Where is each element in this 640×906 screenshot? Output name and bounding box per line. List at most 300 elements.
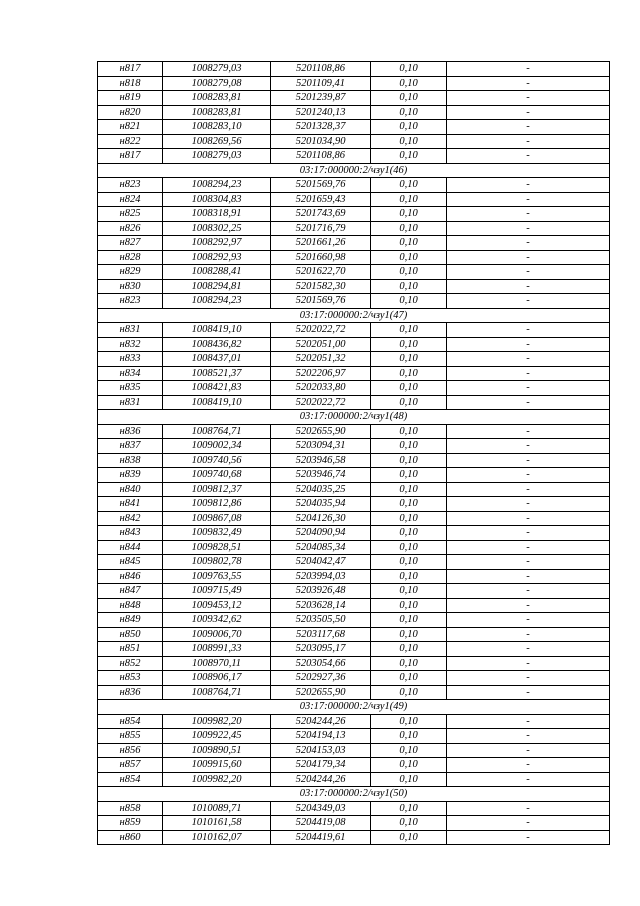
y-coordinate-cell: 5204419,61 [271, 830, 371, 845]
description-cell: - [447, 323, 610, 338]
x-coordinate-cell: 1009812,37 [163, 482, 271, 497]
point-name-cell: н840 [98, 482, 163, 497]
point-name-cell: н839 [98, 468, 163, 483]
precision-cell: 0,10 [371, 76, 447, 91]
group-header-row [98, 410, 610, 425]
table-row [98, 613, 610, 628]
point-name-cell: н855 [98, 729, 163, 744]
description-cell: - [447, 366, 610, 381]
table-row [98, 352, 610, 367]
x-coordinate-cell: 1009453,12 [163, 598, 271, 613]
y-coordinate-cell: 5201743,69 [271, 207, 371, 222]
precision-cell: 0,10 [371, 816, 447, 831]
x-coordinate-cell: 1008283,10 [163, 120, 271, 135]
table-row [98, 265, 610, 280]
precision-cell: 0,10 [371, 743, 447, 758]
point-name-cell: н828 [98, 250, 163, 265]
point-name-cell: н821 [98, 120, 163, 135]
precision-cell: 0,10 [371, 91, 447, 106]
point-name-cell: н823 [98, 178, 163, 193]
precision-cell: 0,10 [371, 627, 447, 642]
point-name-cell: н820 [98, 105, 163, 120]
point-name-cell: н836 [98, 424, 163, 439]
point-name-cell: н835 [98, 381, 163, 396]
description-cell: - [447, 598, 610, 613]
group-header-row [98, 308, 610, 323]
y-coordinate-cell: 5201108,86 [271, 149, 371, 164]
y-coordinate-cell: 5203946,58 [271, 453, 371, 468]
description-cell: - [447, 91, 610, 106]
y-coordinate-cell: 5204419,08 [271, 816, 371, 831]
x-coordinate-cell: 1008318,91 [163, 207, 271, 222]
y-coordinate-cell: 5202022,72 [271, 395, 371, 410]
y-coordinate-cell: 5201569,76 [271, 178, 371, 193]
point-name-cell: н830 [98, 279, 163, 294]
point-name-cell: н842 [98, 511, 163, 526]
precision-cell: 0,10 [371, 584, 447, 599]
table-row [98, 801, 610, 816]
table-row [98, 540, 610, 555]
description-cell: - [447, 279, 610, 294]
x-coordinate-cell: 1008292,93 [163, 250, 271, 265]
point-name-cell: н833 [98, 352, 163, 367]
precision-cell: 0,10 [371, 656, 447, 671]
precision-cell: 0,10 [371, 830, 447, 845]
table-row [98, 381, 610, 396]
x-coordinate-cell: 1008521,37 [163, 366, 271, 381]
description-cell: - [447, 497, 610, 512]
precision-cell: 0,10 [371, 381, 447, 396]
table-row [98, 758, 610, 773]
point-name-cell: н852 [98, 656, 163, 671]
group-header-row [98, 700, 610, 715]
coordinates-table-body [98, 62, 610, 845]
x-coordinate-cell: 1009867,08 [163, 511, 271, 526]
description-cell: - [447, 801, 610, 816]
description-cell: - [447, 526, 610, 541]
point-name-cell: н818 [98, 76, 163, 91]
point-name-cell: н825 [98, 207, 163, 222]
point-name-cell: н845 [98, 555, 163, 570]
y-coordinate-cell: 5203117,68 [271, 627, 371, 642]
point-name-cell: н848 [98, 598, 163, 613]
x-coordinate-cell: 1008292,97 [163, 236, 271, 251]
precision-cell: 0,10 [371, 207, 447, 222]
description-cell: - [447, 772, 610, 787]
x-coordinate-cell: 1009740,68 [163, 468, 271, 483]
precision-cell: 0,10 [371, 685, 447, 700]
table-row [98, 366, 610, 381]
precision-cell: 0,10 [371, 511, 447, 526]
x-coordinate-cell: 1009006,70 [163, 627, 271, 642]
description-cell: - [447, 294, 610, 309]
table-row [98, 323, 610, 338]
table-row [98, 453, 610, 468]
x-coordinate-cell: 1009802,78 [163, 555, 271, 570]
y-coordinate-cell: 5203054,66 [271, 656, 371, 671]
description-cell: - [447, 482, 610, 497]
x-coordinate-cell: 1008419,10 [163, 395, 271, 410]
x-coordinate-cell: 1010161,58 [163, 816, 271, 831]
table-row [98, 772, 610, 787]
y-coordinate-cell: 5201622,70 [271, 265, 371, 280]
y-coordinate-cell: 5204194,13 [271, 729, 371, 744]
description-cell: - [447, 758, 610, 773]
point-name-cell: н860 [98, 830, 163, 845]
description-cell: - [447, 424, 610, 439]
precision-cell: 0,10 [371, 540, 447, 555]
table-row [98, 120, 610, 135]
y-coordinate-cell: 5202655,90 [271, 424, 371, 439]
precision-cell: 0,10 [371, 671, 447, 686]
description-cell: - [447, 105, 610, 120]
y-coordinate-cell: 5203095,17 [271, 642, 371, 657]
precision-cell: 0,10 [371, 323, 447, 338]
y-coordinate-cell: 5204244,26 [271, 714, 371, 729]
table-row [98, 555, 610, 570]
description-cell: - [447, 337, 610, 352]
x-coordinate-cell: 1008283,81 [163, 105, 271, 120]
description-cell: - [447, 221, 610, 236]
x-coordinate-cell: 1008283,81 [163, 91, 271, 106]
point-name-cell: н843 [98, 526, 163, 541]
x-coordinate-cell: 1008279,03 [163, 149, 271, 164]
description-cell: - [447, 207, 610, 222]
description-cell: - [447, 714, 610, 729]
y-coordinate-cell: 5203094,31 [271, 439, 371, 454]
precision-cell: 0,10 [371, 497, 447, 512]
table-row [98, 294, 610, 309]
precision-cell: 0,10 [371, 642, 447, 657]
precision-cell: 0,10 [371, 105, 447, 120]
group-header: 03:17:000000:2/чзу1(50) [98, 787, 610, 802]
description-cell: - [447, 743, 610, 758]
description-cell: - [447, 265, 610, 280]
y-coordinate-cell: 5202033,80 [271, 381, 371, 396]
table-row [98, 468, 610, 483]
description-cell: - [447, 569, 610, 584]
description-cell: - [447, 642, 610, 657]
x-coordinate-cell: 1008288,41 [163, 265, 271, 280]
x-coordinate-cell: 1009890,51 [163, 743, 271, 758]
point-name-cell: н859 [98, 816, 163, 831]
point-name-cell: н823 [98, 294, 163, 309]
y-coordinate-cell: 5204244,26 [271, 772, 371, 787]
point-name-cell: н832 [98, 337, 163, 352]
x-coordinate-cell: 1008302,25 [163, 221, 271, 236]
y-coordinate-cell: 5201239,87 [271, 91, 371, 106]
precision-cell: 0,10 [371, 395, 447, 410]
precision-cell: 0,10 [371, 236, 447, 251]
point-name-cell: н853 [98, 671, 163, 686]
x-coordinate-cell: 1010089,71 [163, 801, 271, 816]
precision-cell: 0,10 [371, 772, 447, 787]
x-coordinate-cell: 1008294,23 [163, 294, 271, 309]
precision-cell: 0,10 [371, 192, 447, 207]
point-name-cell: н834 [98, 366, 163, 381]
table-row [98, 526, 610, 541]
description-cell: - [447, 352, 610, 367]
y-coordinate-cell: 5204090,94 [271, 526, 371, 541]
x-coordinate-cell: 1008279,03 [163, 62, 271, 77]
description-cell: - [447, 76, 610, 91]
x-coordinate-cell: 1009982,20 [163, 714, 271, 729]
x-coordinate-cell: 1008421,83 [163, 381, 271, 396]
description-cell: - [447, 62, 610, 77]
point-name-cell: н817 [98, 149, 163, 164]
point-name-cell: н854 [98, 714, 163, 729]
description-cell: - [447, 120, 610, 135]
point-name-cell: н854 [98, 772, 163, 787]
table-row [98, 149, 610, 164]
table-row [98, 482, 610, 497]
description-cell: - [447, 830, 610, 845]
point-name-cell: н827 [98, 236, 163, 251]
y-coordinate-cell: 5204042,47 [271, 555, 371, 570]
x-coordinate-cell: 1009828,51 [163, 540, 271, 555]
description-cell: - [447, 236, 610, 251]
x-coordinate-cell: 1009342,62 [163, 613, 271, 628]
point-name-cell: н822 [98, 134, 163, 149]
precision-cell: 0,10 [371, 424, 447, 439]
table-row [98, 236, 610, 251]
y-coordinate-cell: 5201569,76 [271, 294, 371, 309]
description-cell: - [447, 468, 610, 483]
point-name-cell: н817 [98, 62, 163, 77]
description-cell: - [447, 816, 610, 831]
y-coordinate-cell: 5201659,43 [271, 192, 371, 207]
x-coordinate-cell: 1009915,60 [163, 758, 271, 773]
precision-cell: 0,10 [371, 149, 447, 164]
x-coordinate-cell: 1009922,45 [163, 729, 271, 744]
y-coordinate-cell: 5202051,00 [271, 337, 371, 352]
table-row [98, 207, 610, 222]
point-name-cell: н856 [98, 743, 163, 758]
precision-cell: 0,10 [371, 279, 447, 294]
group-header: 03:17:000000:2/чзу1(47) [98, 308, 610, 323]
y-coordinate-cell: 5201328,37 [271, 120, 371, 135]
description-cell: - [447, 656, 610, 671]
x-coordinate-cell: 1008279,08 [163, 76, 271, 91]
table-row [98, 134, 610, 149]
x-coordinate-cell: 1008294,23 [163, 178, 271, 193]
point-name-cell: н829 [98, 265, 163, 280]
point-name-cell: н826 [98, 221, 163, 236]
description-cell: - [447, 671, 610, 686]
table-row [98, 830, 610, 845]
y-coordinate-cell: 5201582,30 [271, 279, 371, 294]
x-coordinate-cell: 1008764,71 [163, 685, 271, 700]
table-row [98, 816, 610, 831]
x-coordinate-cell: 1009812,86 [163, 497, 271, 512]
point-name-cell: н851 [98, 642, 163, 657]
table-row [98, 714, 610, 729]
precision-cell: 0,10 [371, 453, 447, 468]
point-name-cell: н847 [98, 584, 163, 599]
table-row [98, 439, 610, 454]
precision-cell: 0,10 [371, 337, 447, 352]
precision-cell: 0,10 [371, 526, 447, 541]
point-name-cell: н837 [98, 439, 163, 454]
x-coordinate-cell: 1008269,56 [163, 134, 271, 149]
description-cell: - [447, 511, 610, 526]
description-cell: - [447, 381, 610, 396]
x-coordinate-cell: 1009715,49 [163, 584, 271, 599]
y-coordinate-cell: 5203628,14 [271, 598, 371, 613]
point-name-cell: н819 [98, 91, 163, 106]
point-name-cell: н831 [98, 395, 163, 410]
precision-cell: 0,10 [371, 613, 447, 628]
table-row [98, 105, 610, 120]
table-row [98, 76, 610, 91]
group-header-row [98, 163, 610, 178]
description-cell: - [447, 540, 610, 555]
table-row [98, 337, 610, 352]
precision-cell: 0,10 [371, 729, 447, 744]
point-name-cell: н831 [98, 323, 163, 338]
y-coordinate-cell: 5203926,48 [271, 584, 371, 599]
x-coordinate-cell: 1010162,07 [163, 830, 271, 845]
x-coordinate-cell: 1008294,81 [163, 279, 271, 294]
precision-cell: 0,10 [371, 352, 447, 367]
y-coordinate-cell: 5204085,34 [271, 540, 371, 555]
y-coordinate-cell: 5204153,03 [271, 743, 371, 758]
table-row [98, 250, 610, 265]
x-coordinate-cell: 1008906,17 [163, 671, 271, 686]
x-coordinate-cell: 1009763,55 [163, 569, 271, 584]
y-coordinate-cell: 5204179,34 [271, 758, 371, 773]
table-row [98, 511, 610, 526]
point-name-cell: н844 [98, 540, 163, 555]
table-row [98, 91, 610, 106]
table-row [98, 395, 610, 410]
precision-cell: 0,10 [371, 250, 447, 265]
y-coordinate-cell: 5201661,26 [271, 236, 371, 251]
precision-cell: 0,10 [371, 221, 447, 236]
y-coordinate-cell: 5201034,90 [271, 134, 371, 149]
x-coordinate-cell: 1008970,11 [163, 656, 271, 671]
coordinates-table [97, 61, 610, 845]
description-cell: - [447, 250, 610, 265]
x-coordinate-cell: 1008991,33 [163, 642, 271, 657]
description-cell: - [447, 192, 610, 207]
y-coordinate-cell: 5202655,90 [271, 685, 371, 700]
description-cell: - [447, 584, 610, 599]
y-coordinate-cell: 5203505,50 [271, 613, 371, 628]
precision-cell: 0,10 [371, 178, 447, 193]
point-name-cell: н858 [98, 801, 163, 816]
x-coordinate-cell: 1008764,71 [163, 424, 271, 439]
y-coordinate-cell: 5204126,30 [271, 511, 371, 526]
description-cell: - [447, 685, 610, 700]
description-cell: - [447, 439, 610, 454]
precision-cell: 0,10 [371, 265, 447, 280]
point-name-cell: н849 [98, 613, 163, 628]
point-name-cell: н838 [98, 453, 163, 468]
table-row [98, 598, 610, 613]
y-coordinate-cell: 5201716,79 [271, 221, 371, 236]
precision-cell: 0,10 [371, 120, 447, 135]
precision-cell: 0,10 [371, 482, 447, 497]
y-coordinate-cell: 5203994,03 [271, 569, 371, 584]
x-coordinate-cell: 1009982,20 [163, 772, 271, 787]
y-coordinate-cell: 5204035,94 [271, 497, 371, 512]
y-coordinate-cell: 5202206,97 [271, 366, 371, 381]
description-cell: - [447, 395, 610, 410]
precision-cell: 0,10 [371, 134, 447, 149]
group-header: 03:17:000000:2/чзу1(49) [98, 700, 610, 715]
x-coordinate-cell: 1008436,82 [163, 337, 271, 352]
y-coordinate-cell: 5203946,74 [271, 468, 371, 483]
table-row [98, 743, 610, 758]
x-coordinate-cell: 1009740,56 [163, 453, 271, 468]
description-cell: - [447, 149, 610, 164]
x-coordinate-cell: 1008437,01 [163, 352, 271, 367]
point-name-cell: н857 [98, 758, 163, 773]
x-coordinate-cell: 1009832,49 [163, 526, 271, 541]
group-header: 03:17:000000:2/чзу1(48) [98, 410, 610, 425]
precision-cell: 0,10 [371, 714, 447, 729]
point-name-cell: н846 [98, 569, 163, 584]
point-name-cell: н824 [98, 192, 163, 207]
table-row [98, 279, 610, 294]
table-row [98, 178, 610, 193]
x-coordinate-cell: 1008419,10 [163, 323, 271, 338]
precision-cell: 0,10 [371, 294, 447, 309]
precision-cell: 0,10 [371, 569, 447, 584]
table-row [98, 192, 610, 207]
table-row [98, 642, 610, 657]
y-coordinate-cell: 5204349,03 [271, 801, 371, 816]
table-row [98, 221, 610, 236]
point-name-cell: н850 [98, 627, 163, 642]
precision-cell: 0,10 [371, 801, 447, 816]
description-cell: - [447, 729, 610, 744]
precision-cell: 0,10 [371, 439, 447, 454]
table-row [98, 569, 610, 584]
precision-cell: 0,10 [371, 468, 447, 483]
group-header-row [98, 787, 610, 802]
description-cell: - [447, 627, 610, 642]
x-coordinate-cell: 1009002,34 [163, 439, 271, 454]
y-coordinate-cell: 5202927,36 [271, 671, 371, 686]
table-row [98, 497, 610, 512]
precision-cell: 0,10 [371, 758, 447, 773]
y-coordinate-cell: 5204035,25 [271, 482, 371, 497]
precision-cell: 0,10 [371, 555, 447, 570]
y-coordinate-cell: 5201660,98 [271, 250, 371, 265]
description-cell: - [447, 453, 610, 468]
precision-cell: 0,10 [371, 62, 447, 77]
point-name-cell: н836 [98, 685, 163, 700]
table-row [98, 729, 610, 744]
table-row [98, 584, 610, 599]
description-cell: - [447, 178, 610, 193]
description-cell: - [447, 555, 610, 570]
table-row [98, 424, 610, 439]
description-cell: - [447, 613, 610, 628]
description-cell: - [447, 134, 610, 149]
x-coordinate-cell: 1008304,83 [163, 192, 271, 207]
precision-cell: 0,10 [371, 366, 447, 381]
y-coordinate-cell: 5201109,41 [271, 76, 371, 91]
y-coordinate-cell: 5202022,72 [271, 323, 371, 338]
y-coordinate-cell: 5201240,13 [271, 105, 371, 120]
table-row [98, 671, 610, 686]
group-header: 03:17:000000:2/чзу1(46) [98, 163, 610, 178]
y-coordinate-cell: 5202051,32 [271, 352, 371, 367]
precision-cell: 0,10 [371, 598, 447, 613]
